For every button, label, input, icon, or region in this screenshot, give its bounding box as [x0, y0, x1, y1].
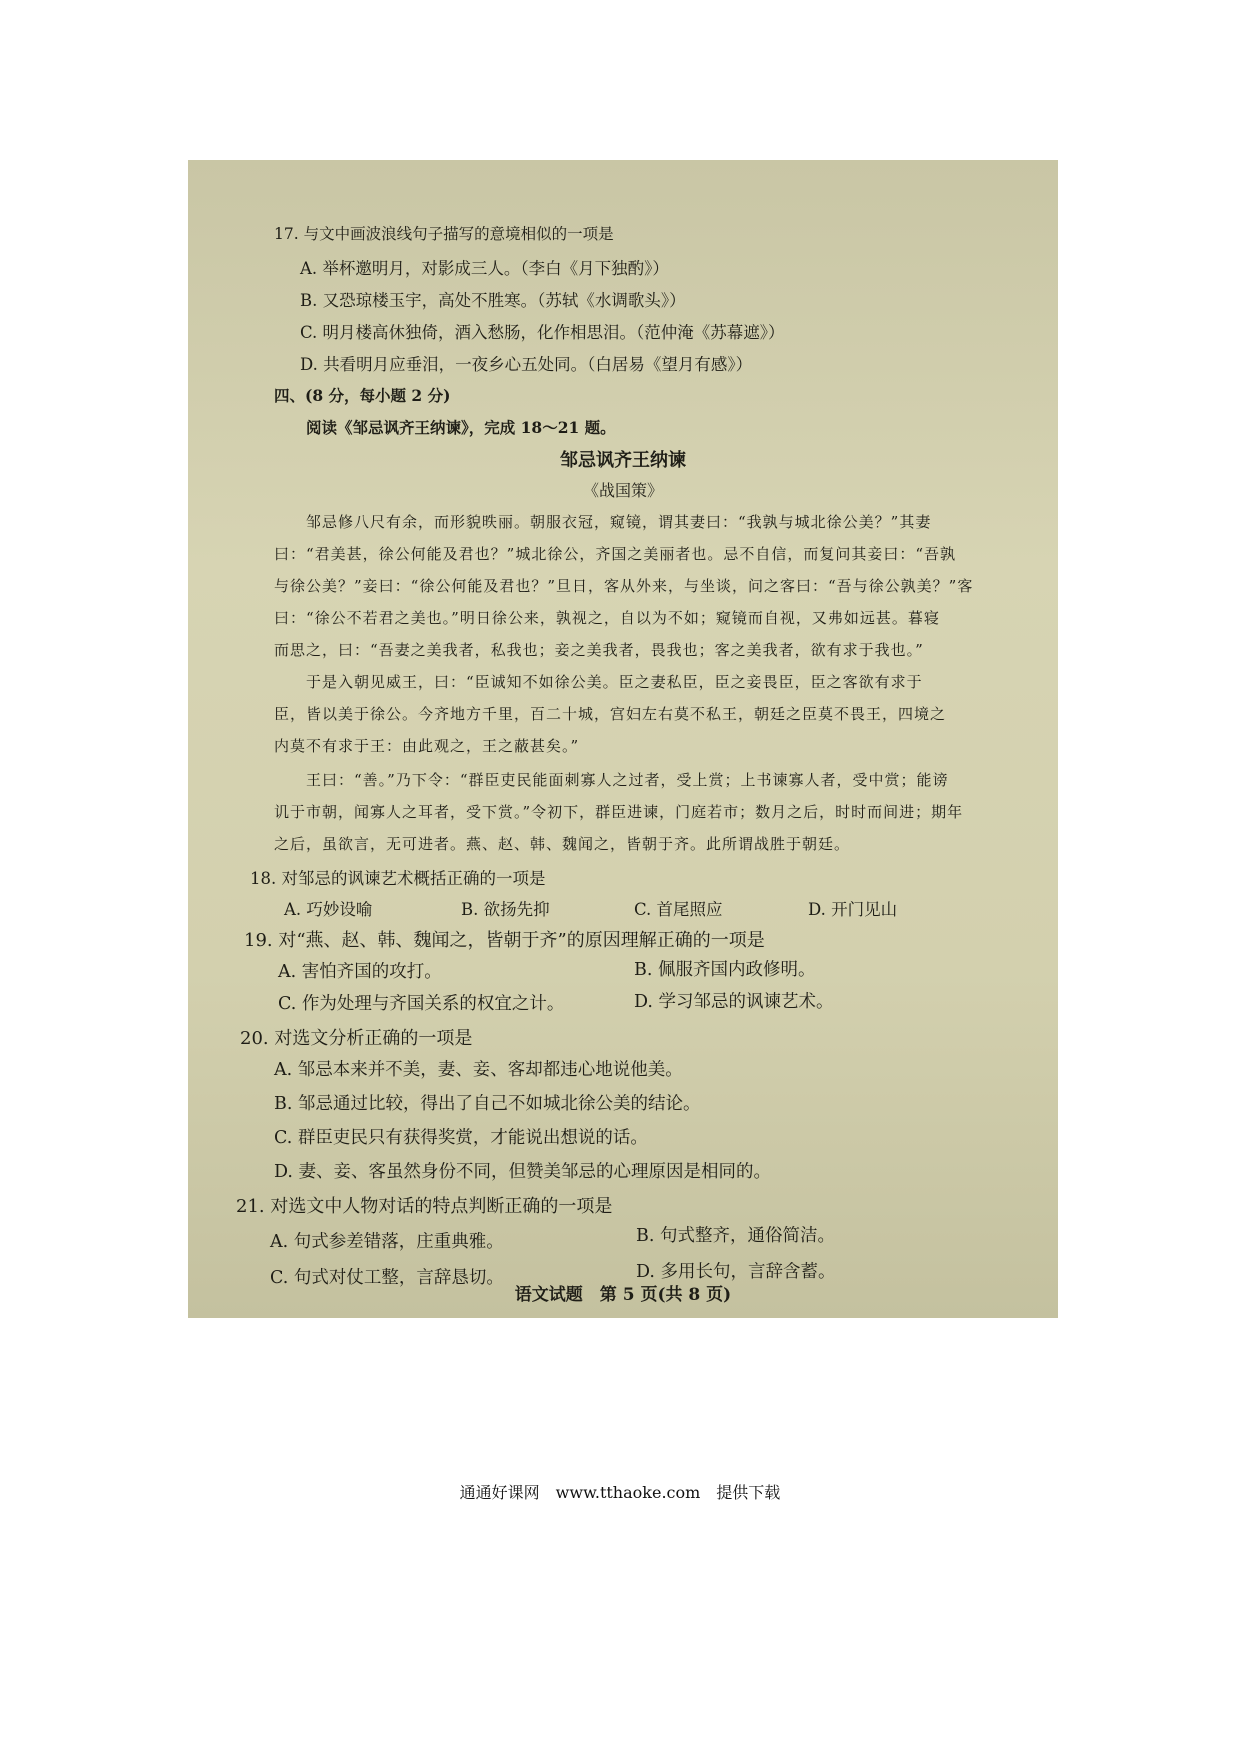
q17-option-d: D. 共看明月应垂泪，一夜乡心五处同。（白居易《望月有感》） [300, 355, 753, 374]
passage-line: 内莫不有求于王：由此观之，王之蔽甚矣。” [274, 737, 580, 755]
q17-stem: 17. 与文中画波浪线句子描写的意境相似的一项是 [274, 225, 614, 243]
passage-line: 之后，虽欲言，无可进者。燕、赵、韩、魏闻之，皆朝于齐。此所谓战胜于朝廷。 [274, 835, 851, 853]
q18-option-c: C. 首尾照应 [634, 900, 723, 919]
passage-line: 曰：“徐公不若君之美也。”明日徐公来，孰视之，自以为不如；窥镜而自视，又弗如远甚。暮寝 [274, 609, 940, 627]
passage-source: 《战国策》 [582, 481, 663, 500]
q20-option-a: A. 邹忌本来并不美，妻、妾、客却都违心地说他美。 [274, 1060, 683, 1080]
q21-option-b: B. 句式整齐，通俗简洁。 [636, 1226, 835, 1246]
download-credit: 通通好课网 www.tthaoke.com 提供下载 [459, 1483, 781, 1502]
q18-stem: 18. 对邹忌的讽谏艺术概括正确的一项是 [250, 869, 546, 888]
q20-option-c: C. 群臣吏民只有获得奖赏，才能说出想说的话。 [274, 1128, 648, 1148]
q20-option-d: D. 妻、妾、客虽然身份不同，但赞美邹忌的心理原因是相同的。 [274, 1162, 772, 1182]
passage-line: 邹忌修八尺有余，而形貌昳丽。朝服衣冠，窥镜，谓其妻曰：“我孰与城北徐公美？”其妻 [306, 513, 932, 531]
q18-option-a: A. 巧妙设喻 [284, 900, 373, 919]
q19-option-c: C. 作为处理与齐国关系的权宜之计。 [278, 994, 565, 1014]
passage-line: 而思之，曰：“吾妻之美我者，私我也；妾之美我者，畏我也；客之美我者，欲有求于我也。” [274, 641, 924, 659]
q17-option-c: C. 明月楼高休独倚，酒入愁肠，化作相思泪。（范仲淹《苏幕遮》） [300, 323, 785, 342]
q19-option-d: D. 学习邹忌的讽谏艺术。 [634, 992, 834, 1012]
passage-line: 于是入朝见威王，曰：“臣诚知不如徐公美。臣之妻私臣，臣之妾畏臣，臣之客欲有求于 [306, 673, 923, 691]
q21-stem: 21. 对选文中人物对话的特点判断正确的一项是 [236, 1196, 613, 1217]
section-heading: 四、(8 分，每小题 2 分) [274, 386, 451, 405]
passage-title: 邹忌讽齐王纳谏 [560, 450, 686, 471]
q19-stem: 19. 对“燕、赵、韩、魏闻之，皆朝于齐”的原因理解正确的一项是 [244, 930, 765, 951]
q21-option-a: A. 句式参差错落，庄重典雅。 [270, 1232, 504, 1252]
passage-line: 王曰：“善。”乃下令：“群臣吏民能面刺寡人之过者，受上赏；上书谏寡人者，受中赏；能谤 [306, 771, 949, 789]
exam-page-photo [188, 160, 1058, 1318]
passage-line: 与徐公美？”妾曰：“徐公何能及君也？”旦日，客从外来，与坐谈，问之客曰：“吾与徐公孰美？”客 [274, 577, 974, 595]
q18-option-b: B. 欲扬先抑 [461, 900, 550, 919]
q21-option-d: D. 多用长句，言辞含蓄。 [636, 1262, 836, 1282]
q21-option-c: C. 句式对仗工整，言辞恳切。 [270, 1268, 504, 1288]
q19-option-a: A. 害怕齐国的攻打。 [278, 962, 442, 982]
passage-line: 曰：“君美甚，徐公何能及君也？”城北徐公，齐国之美丽者也。忌不自信，而复问其妾曰：“吾孰 [274, 545, 957, 563]
q18-option-d: D. 开门见山 [808, 900, 898, 919]
q20-option-b: B. 邹忌通过比较，得出了自己不如城北徐公美的结论。 [274, 1094, 701, 1114]
section-instruction: 阅读《邹忌讽齐王纳谏》，完成 18～21 题。 [306, 418, 616, 437]
passage-line: 臣，皆以美于徐公。今齐地方千里，百二十城，宫妇左右莫不私王，朝廷之臣莫不畏王，四境之 [274, 705, 947, 723]
q20-stem: 20. 对选文分析正确的一项是 [240, 1028, 473, 1049]
passage-line: 讥于市朝，闻寡人之耳者，受下赏。”令初下，群臣进谏，门庭若市；数月之后，时时而间进；期年 [274, 803, 964, 821]
q19-option-b: B. 佩服齐国内政修明。 [634, 960, 816, 980]
page-footer: 语文试题 第 5 页(共 8 页) [514, 1285, 732, 1305]
q17-option-b: B. 又恐琼楼玉宇，高处不胜寒。（苏轼《水调歌头》） [300, 291, 686, 310]
q17-option-a: A. 举杯邀明月，对影成三人。（李白《月下独酌》） [300, 259, 669, 278]
